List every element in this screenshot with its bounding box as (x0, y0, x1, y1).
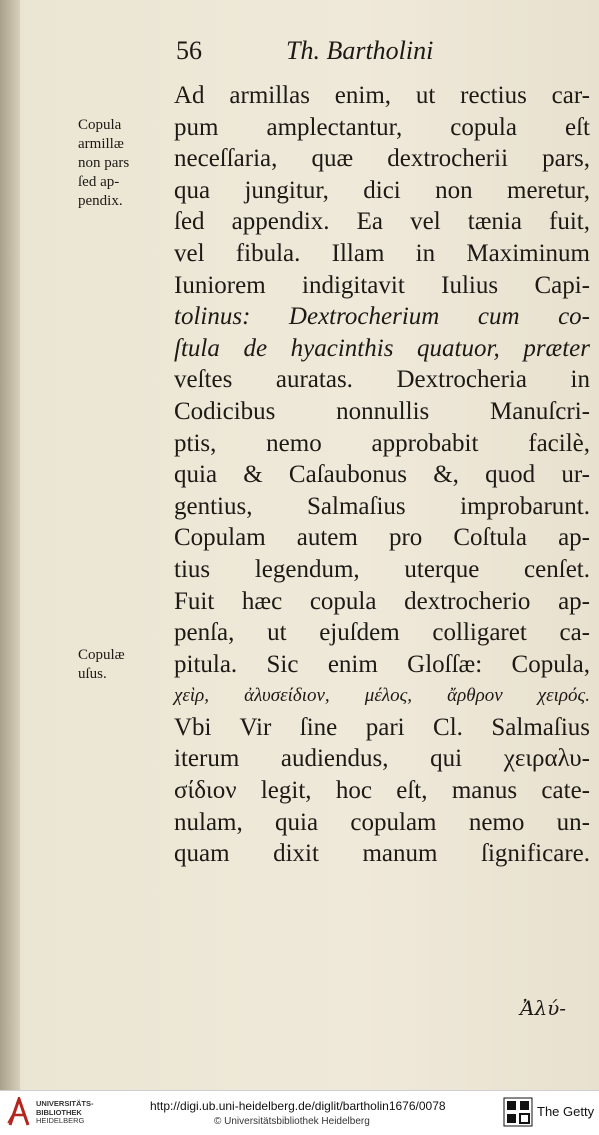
margin-note-line: non pars (78, 155, 130, 171)
text-line: Codicibus nonnullis Manuſcri- (174, 397, 590, 425)
text-line: tius legendum, uterque cenſet. (174, 555, 590, 583)
heidelberg-library-logo-icon (6, 1097, 32, 1127)
page-number: 56 (176, 36, 202, 65)
text-line: Vbi Vir ſine pari Cl. Salmaſius (174, 713, 590, 741)
institution-line: HEIDELBERG (36, 1116, 85, 1125)
text-line: quam dixit manum ſignificare. (174, 840, 590, 868)
running-title: Th. Bartholini (286, 36, 434, 65)
text-line: pum amplectantur, copula eſt (174, 113, 590, 141)
text-line: σίδιον legit, hoc eſt, manus cate- (174, 777, 590, 805)
text-line: Iuniorem indigitavit Iulius Capi- (174, 271, 590, 299)
text-line: nulam, quia copulam nemo un- (174, 808, 590, 836)
partner-name: The Getty (537, 1104, 595, 1119)
running-head (168, 36, 568, 66)
text-line: vel fibula. Illam in Maximinum (174, 239, 590, 267)
margin-note-line: Copula (78, 117, 122, 133)
text-line: pitula. Sic enim Gloſſæ: Copula, (174, 650, 590, 678)
text-line: Fuit hæc copula dextrocherio ap- (174, 587, 590, 615)
text-line: iterum audiendus, qui χειραλυ- (174, 745, 590, 773)
text-line: qua jungitur, dici non meretur, (174, 176, 590, 204)
text-line: Ad armillas enim, ut rectius car- (174, 82, 590, 109)
getty-logo-icon (503, 1097, 533, 1127)
text-line: quia & Caſaubonus &, quod ur- (174, 461, 590, 489)
text-line-greek: χεὶρ, ἀλυσείδιον, μέλος, ἄρθρον χειρός. (174, 685, 590, 707)
margin-note-line: ſed ap- (78, 174, 120, 190)
institution-name (36, 1100, 94, 1126)
text-line: Copulam autem pro Coſtula ap- (174, 524, 590, 552)
text-line: penſa, ut ejuſdem colligaret ca- (174, 619, 590, 647)
margin-note-copula (78, 116, 129, 211)
text-line: gentius, Salmaſius improbarunt. (174, 492, 590, 520)
text-line: veſtes auratas. Dextrocheria in (174, 366, 590, 394)
margin-note-line: uſus. (78, 666, 107, 682)
institution-line: UNIVERSITÄTS- (36, 1099, 94, 1108)
margin-note-line: pendix. (78, 193, 123, 209)
copyright-notice: © Universitätsbibliothek Heidelberg (214, 1116, 370, 1127)
body-text (174, 80, 590, 870)
catchword: Ἀλύ- (520, 996, 567, 1020)
text-line: ptis, nemo approbabit facilè, (174, 429, 590, 457)
institution-line: BIBLIOTHEK (36, 1107, 82, 1117)
gutter-shadow (0, 0, 20, 1090)
text-line: ſtula de hyacinthis quatuor, præter (174, 334, 590, 362)
margin-note-line: Copulæ (78, 647, 125, 663)
text-line: neceſſaria, quæ dextrocherii pars, (174, 145, 590, 173)
margin-note-line: armillæ (78, 136, 124, 152)
permalink-url[interactable]: http://digi.ub.uni-heidelberg.de/diglit/bartholin1676/0078 (150, 1099, 446, 1113)
margin-note-usus (78, 646, 125, 684)
text-line: ſed appendix. Ea vel tænia fuit, (174, 208, 590, 236)
viewer-footer (0, 1090, 599, 1135)
text-line: tolinus: Dextrocherium cum co- (174, 303, 590, 331)
